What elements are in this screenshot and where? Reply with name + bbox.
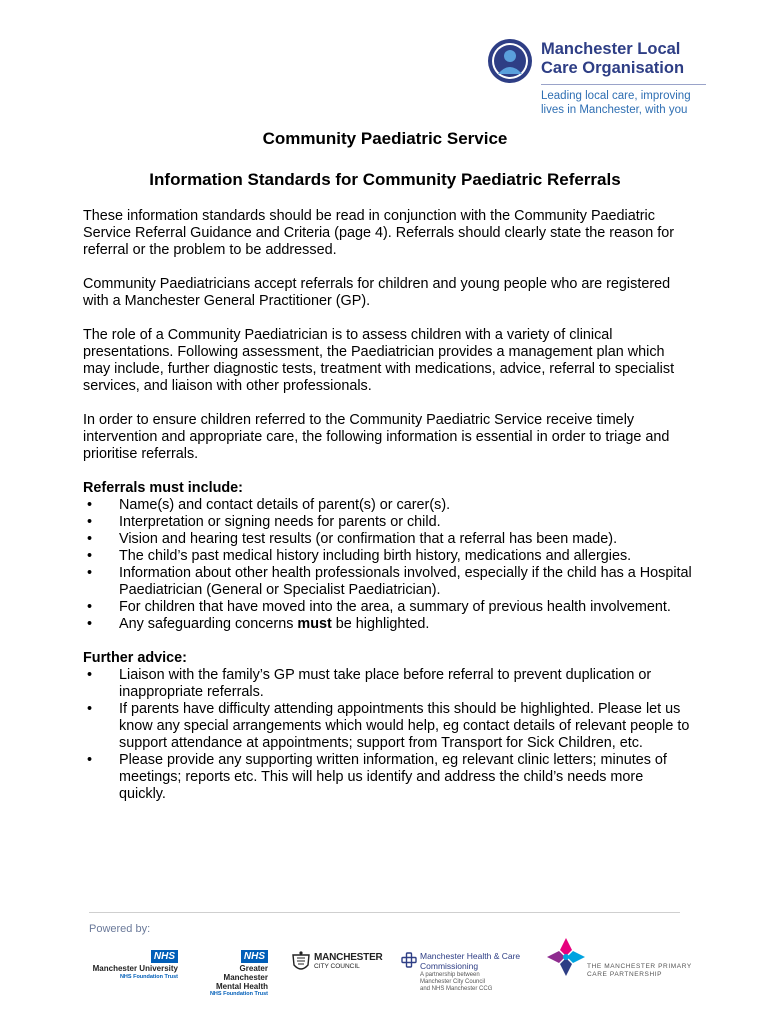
logo-divider xyxy=(541,84,706,85)
list-item xyxy=(83,548,693,565)
referrals-heading: Referrals must include: xyxy=(83,480,243,496)
greater-manchester-mental-health-logo xyxy=(193,946,268,998)
list-item xyxy=(83,565,693,599)
list-item xyxy=(83,701,693,752)
bullet: • xyxy=(87,599,93,615)
bullet: • xyxy=(87,514,93,530)
logo-text: Commissioning xyxy=(420,961,479,971)
paragraph-2: Community Paediatricians accept referrals for children and young people who are registered with a Manchester General Practitioner (GP). xyxy=(83,276,671,309)
list-item-text: Information about other health professionals involved, especially if the child has a Hospital Paediatrician (General or Specialist Paediatrician). xyxy=(119,565,692,598)
logo-text: THE MANCHESTER PRIMARY xyxy=(587,963,692,970)
person-circle-icon xyxy=(487,38,533,84)
logo-name xyxy=(541,40,684,78)
list-item-text: For children that have moved into the area, a summary of previous health involvement. xyxy=(119,599,671,615)
list-item-text-end: be highlighted. xyxy=(331,616,430,632)
logo-text: Manchester University xyxy=(92,964,178,973)
list-item xyxy=(83,616,693,633)
list-item-text: Name(s) and contact details of parent(s) or carer(s). xyxy=(119,497,451,513)
list-item xyxy=(83,514,693,531)
further-advice-heading: Further advice: xyxy=(83,650,187,666)
list-item xyxy=(83,599,693,616)
paragraph-4: In order to ensure children referred to the Community Paediatric Service receive timely intervention and appropriate care, the following information is essential in order to triage and prioritise referrals. xyxy=(83,412,670,462)
bullet: • xyxy=(87,497,93,513)
document-subtitle: Information Standards for Community Paediatric Referrals xyxy=(149,170,621,189)
powered-by-label: Powered by: xyxy=(89,923,151,935)
referrals-list xyxy=(83,497,693,633)
list-item-text-start: Any safeguarding concerns xyxy=(119,616,298,632)
bullet: • xyxy=(87,548,93,564)
list-item-text-bold: must xyxy=(297,616,332,632)
logo-subtext-group xyxy=(420,972,492,993)
logo-text: NHS Foundation Trust xyxy=(209,991,268,997)
paragraph-1: These information standards should be read in conjunction with the Community Paediatric Service Referral Guidance and Criteria (page 4). Referrals should clearly state the reason for referral or the problem to be addressed. xyxy=(83,208,675,258)
logo-text: A partnership between xyxy=(420,972,480,978)
bullet: • xyxy=(87,752,93,768)
city-crest-icon xyxy=(291,951,311,973)
logo-text: CITY COUNCIL xyxy=(314,963,360,970)
logo-text: MANCHESTER xyxy=(314,952,383,963)
list-item xyxy=(83,497,693,514)
nhs-badge: NHS xyxy=(241,950,268,963)
bullet: • xyxy=(87,616,93,632)
list-item-text: Please provide any supporting written information, eg relevant clinic letters; minutes of meetings; reports etc. This will help us identify and address the child’s needs more quickly. xyxy=(119,752,667,802)
manchester-university-nhs-logo xyxy=(88,946,178,981)
logo-tagline-line1: Leading local care, improving xyxy=(541,90,691,102)
logo-text-group xyxy=(420,951,520,971)
logo-name-line2: Care Organisation xyxy=(541,59,685,77)
document-title: Community Paediatric Service xyxy=(262,129,508,148)
footer-divider xyxy=(89,912,680,913)
list-item xyxy=(83,531,693,548)
list-item-text: If parents have difficulty attending appointments this should be highlighted. Please let us know any special arrangements which would help, eg contact details of relevant people to support attendance at appointments; support from Transport for Sick Children, etc. xyxy=(119,701,690,751)
logo-text: CARE PARTNERSHIP xyxy=(587,971,663,978)
logo-text: Mental Health xyxy=(215,982,268,991)
logo-text: NHS Foundation Trust xyxy=(119,974,178,980)
mlco-logo xyxy=(487,36,717,120)
list-item xyxy=(83,752,693,803)
logo-text: Greater Manchester xyxy=(223,964,268,982)
list-item-text: Liaison with the family’s GP must take place before referral to prevent duplication or inappropriate referrals. xyxy=(119,667,652,700)
paragraph-3: The role of a Community Paediatrician is to assess children with a variety of clinical presentations. Following assessment, the Paediatrician provides a management plan which may include, further diagnostic tests, treatment with medications, advice, referral to specialist services, and liaison with other professionals. xyxy=(83,327,675,394)
list-item-text: Interpretation or signing needs for parents or child. xyxy=(119,514,441,530)
logo-text: Manchester Health & Care xyxy=(420,951,521,961)
list-item xyxy=(83,667,693,701)
bullet: • xyxy=(87,667,93,683)
logo-text: and NHS Manchester CCG xyxy=(420,986,493,992)
partnership-star-icon xyxy=(545,936,587,978)
bullet: • xyxy=(87,565,93,581)
logo-tagline xyxy=(541,89,691,117)
cross-icon xyxy=(401,952,417,968)
logo-text: Manchester City Council xyxy=(420,979,486,985)
logo-tagline-line2: lives in Manchester, with you xyxy=(541,104,688,116)
logo-name-line1: Manchester Local xyxy=(541,40,681,58)
list-item-text: Vision and hearing test results (or confirmation that a referral has been made). xyxy=(119,531,618,547)
bullet: • xyxy=(87,531,93,547)
bullet: • xyxy=(87,701,93,717)
further-advice-list xyxy=(83,667,693,803)
document-body xyxy=(83,208,693,820)
list-item-text: The child’s past medical history including birth history, medications and allergies. xyxy=(119,548,632,564)
nhs-badge: NHS xyxy=(151,950,178,963)
